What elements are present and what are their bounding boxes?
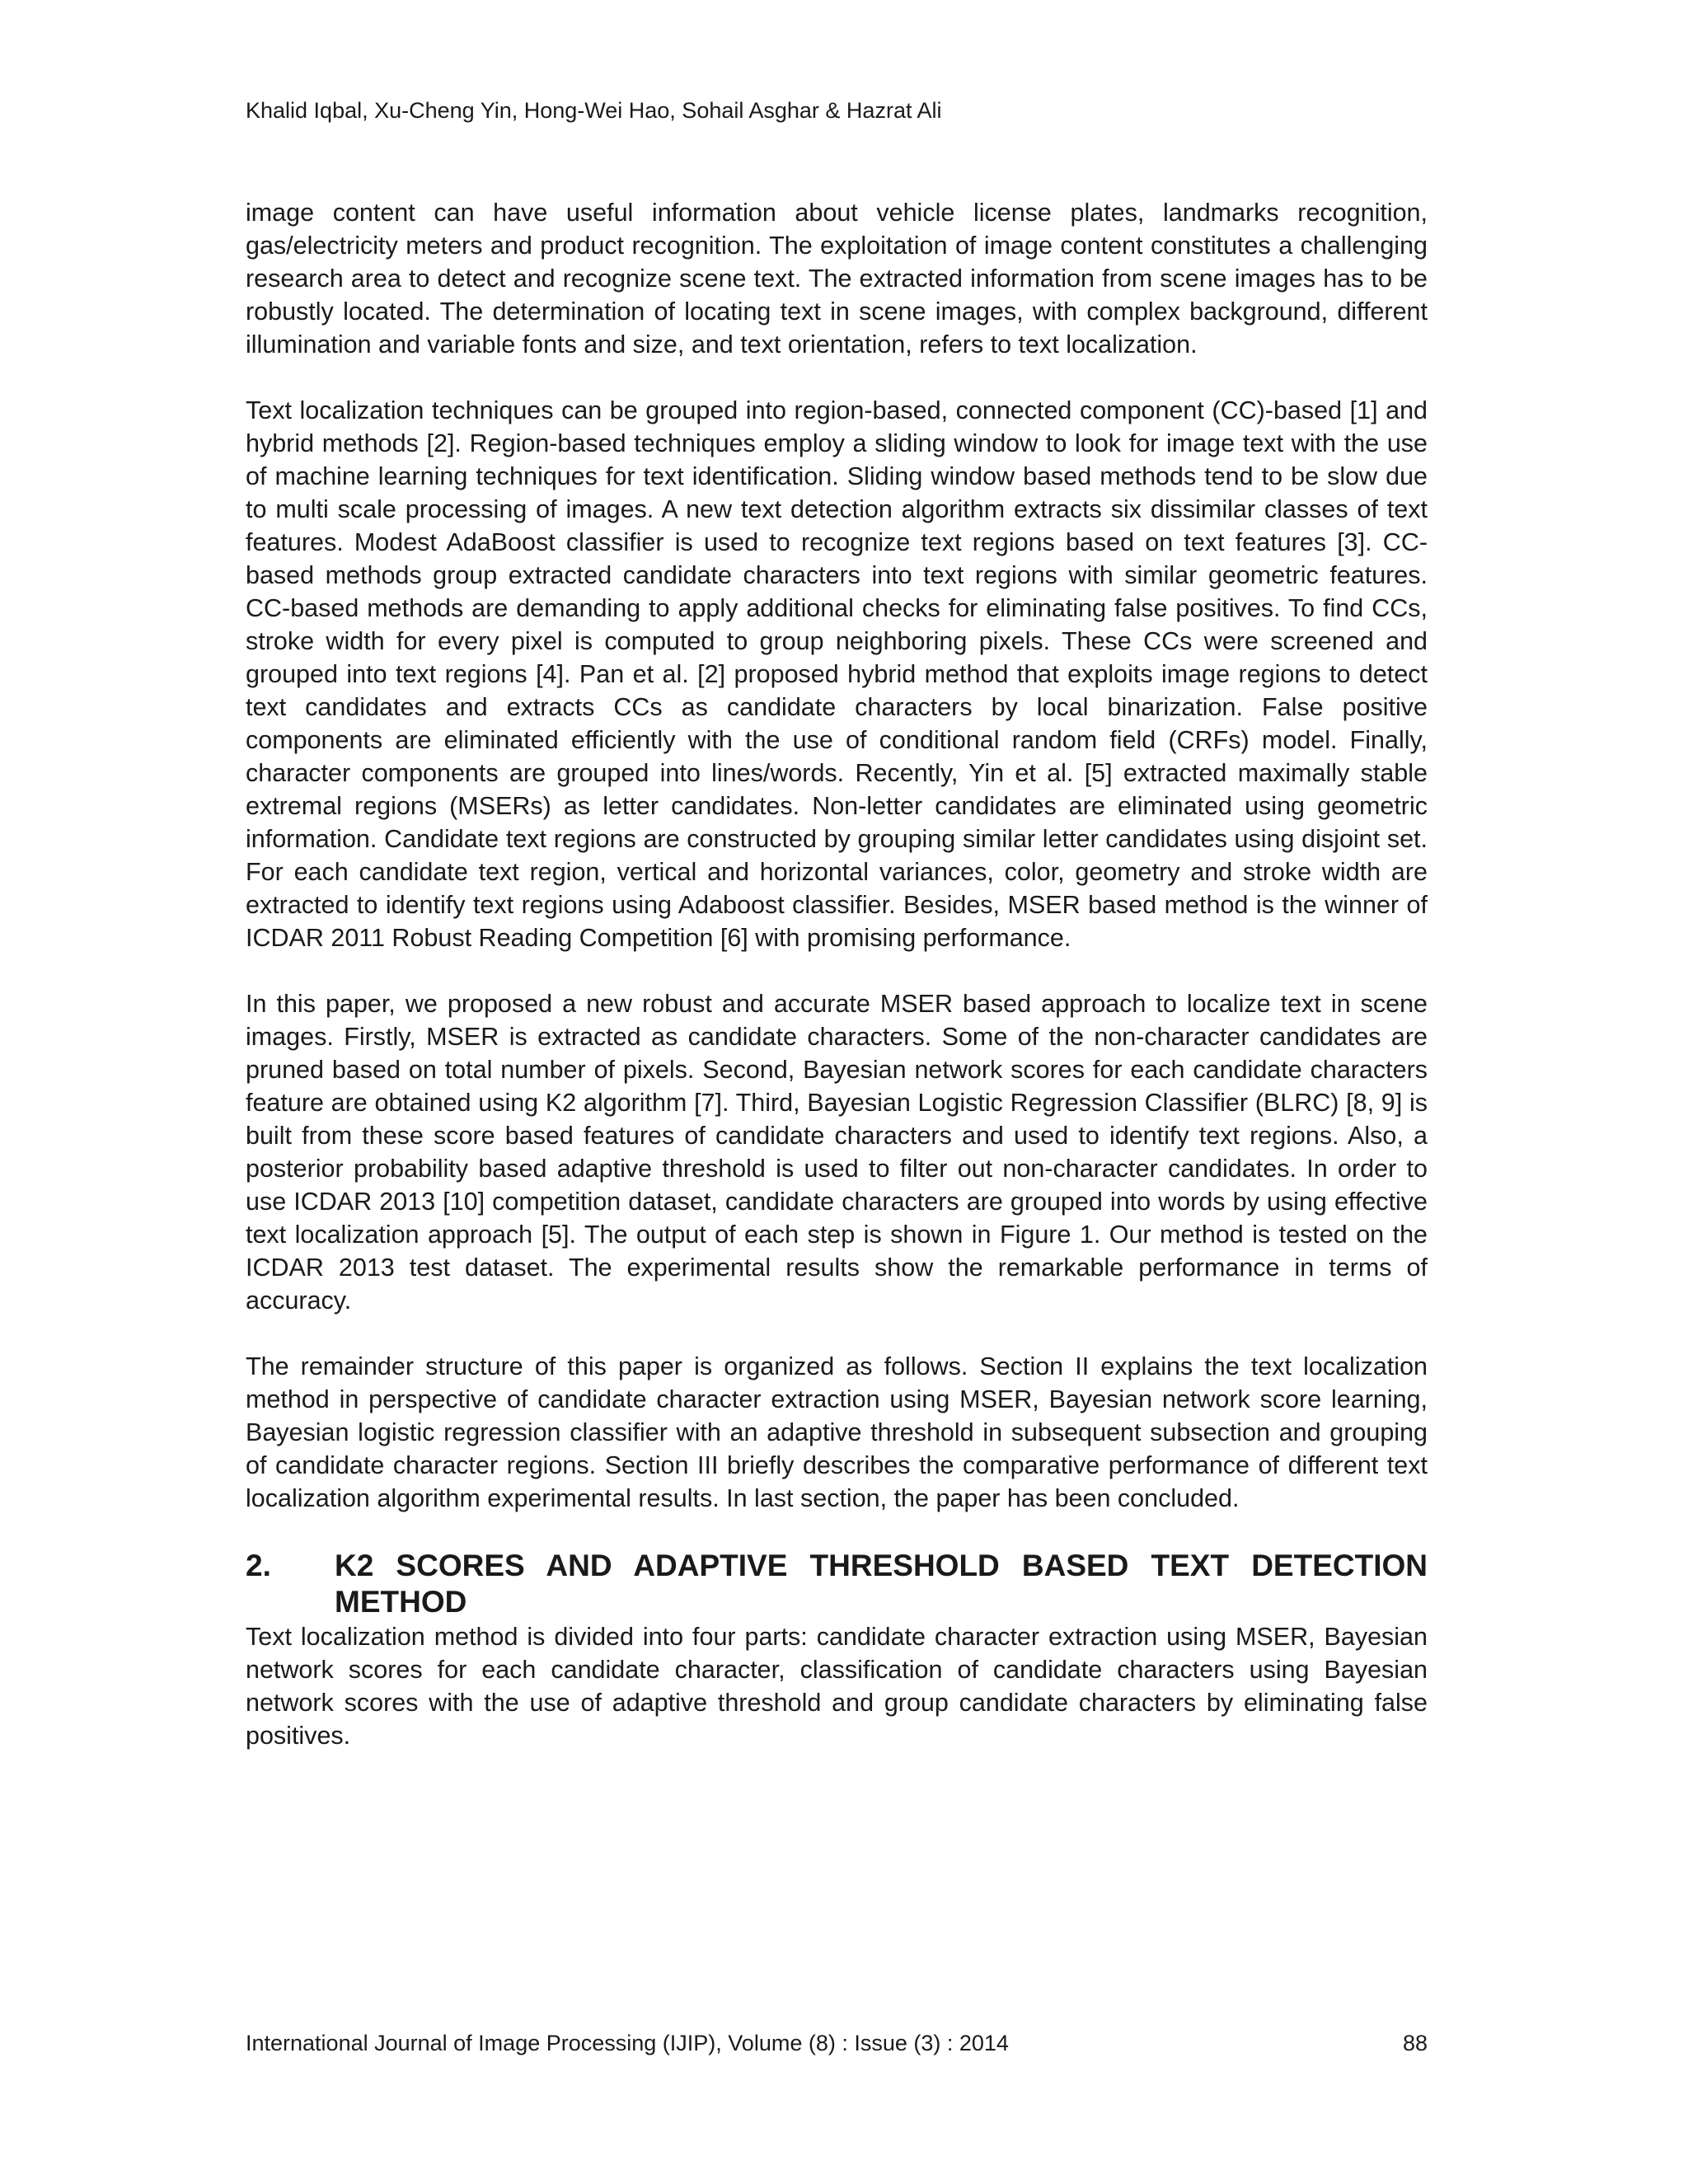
running-header-authors: Khalid Iqbal, Xu-Cheng Yin, Hong-Wei Hao, Sohail Asghar & Hazrat Ali xyxy=(246,98,942,123)
body-paragraph: image content can have useful information about vehicle license plates, landmarks recognition, gas/electricity meters and product recognition. The exploitation of image content constitutes a challenging research area to detect and recognize scene text. The extracted information from scene images has to be robustly located. The determination of locating text in scene images, with complex background, different illumination and variable fonts and size, and text orientation, refers to text localization. xyxy=(246,199,1428,359)
section-paragraph: Text localization method is divided into four parts: candidate character extraction using MSER, Bayesian network scores for each candidate character, classification of candidate characters using Bayesian network scores with the use of adaptive threshold and group candidate characters by eliminating false positives. xyxy=(246,1623,1428,1750)
body-column xyxy=(246,196,1428,1752)
body-paragraph: Text localization techniques can be grouped into region-based, connected component (CC)-based [1] and hybrid methods [2]. Region-based techniques employ a sliding window to look for image text with the use of machine learning techniques for text identification. Sliding window based methods tend to be slow due to multi scale processing of images. A new text detection algorithm extracts six dissimilar classes of text features. Modest AdaBoost classifier is used to recognize text regions based on text features [3]. CC-based methods group extracted candidate characters into text regions with similar geometric features. CC-based methods are demanding to apply additional checks for eliminating false positives. To find CCs, stroke width for every pixel is computed to group neighboring pixels. These CCs were screened and grouped into text regions [4]. Pan et al. [2] proposed hybrid method that exploits image regions to detect text candidates and extracts CCs as candidate characters by local binarization. False positive components are eliminated efficiently with the use of conditional random field (CRFs) model. Finally, character components are grouped into lines/words. Recently, Yin et al. [5] extracted maximally stable extremal regions (MSERs) as letter candidates. Non-letter candidates are eliminated using geometric information. Candidate text regions are constructed by grouping similar letter candidates using disjoint set. For each candidate text region, vertical and horizontal variances, color, geometry and stroke width are extracted to identify text regions using Adaboost classifier. Besides, MSER based method is the winner of ICDAR 2011 Robust Reading Competition [6] with promising performance. xyxy=(246,396,1428,952)
body-paragraph: The remainder structure of this paper is organized as follows. Section II explains the text localization method in perspective of candidate character extraction using MSER, Bayesian network score learning, Bayesian logistic regression classifier with an adaptive threshold in subsequent subsection and grouping of candidate character regions. Section III briefly describes the comparative performance of different text localization algorithm experimental results. In last section, the paper has been concluded. xyxy=(246,1352,1428,1512)
section-number: 2. xyxy=(246,1549,271,1582)
section-title: K2 SCORES AND ADAPTIVE THRESHOLD BASED TEXT DETECTION METHOD xyxy=(335,1549,1428,1619)
body-paragraph: In this paper, we proposed a new robust and accurate MSER based approach to localize text in scene images. Firstly, MSER is extracted as candidate characters. Some of the non-character candidates are pruned based on total number of pixels. Second, Bayesian network scores for each candidate characters feature are obtained using K2 algorithm [7]. Third, Bayesian Logistic Regression Classifier (BLRC) [8, 9] is built from these score based features of candidate characters and used to identify text regions. Also, a posterior probability based adaptive threshold is used to filter out non-character candidates. In order to use ICDAR 2013 [10] competition dataset, candidate characters are grouped into words by using effective text localization approach [5]. The output of each step is shown in Figure 1. Our method is tested on the ICDAR 2013 test dataset. The experimental results show the remarkable performance in terms of accuracy. xyxy=(246,990,1428,1315)
footer-journal: International Journal of Image Processing (IJIP), Volume (8) : Issue (3) : 2014 xyxy=(246,2031,1009,2055)
running-footer xyxy=(246,2030,1428,2056)
page-number: 88 xyxy=(1402,2031,1428,2055)
section-heading xyxy=(246,1548,1428,1620)
